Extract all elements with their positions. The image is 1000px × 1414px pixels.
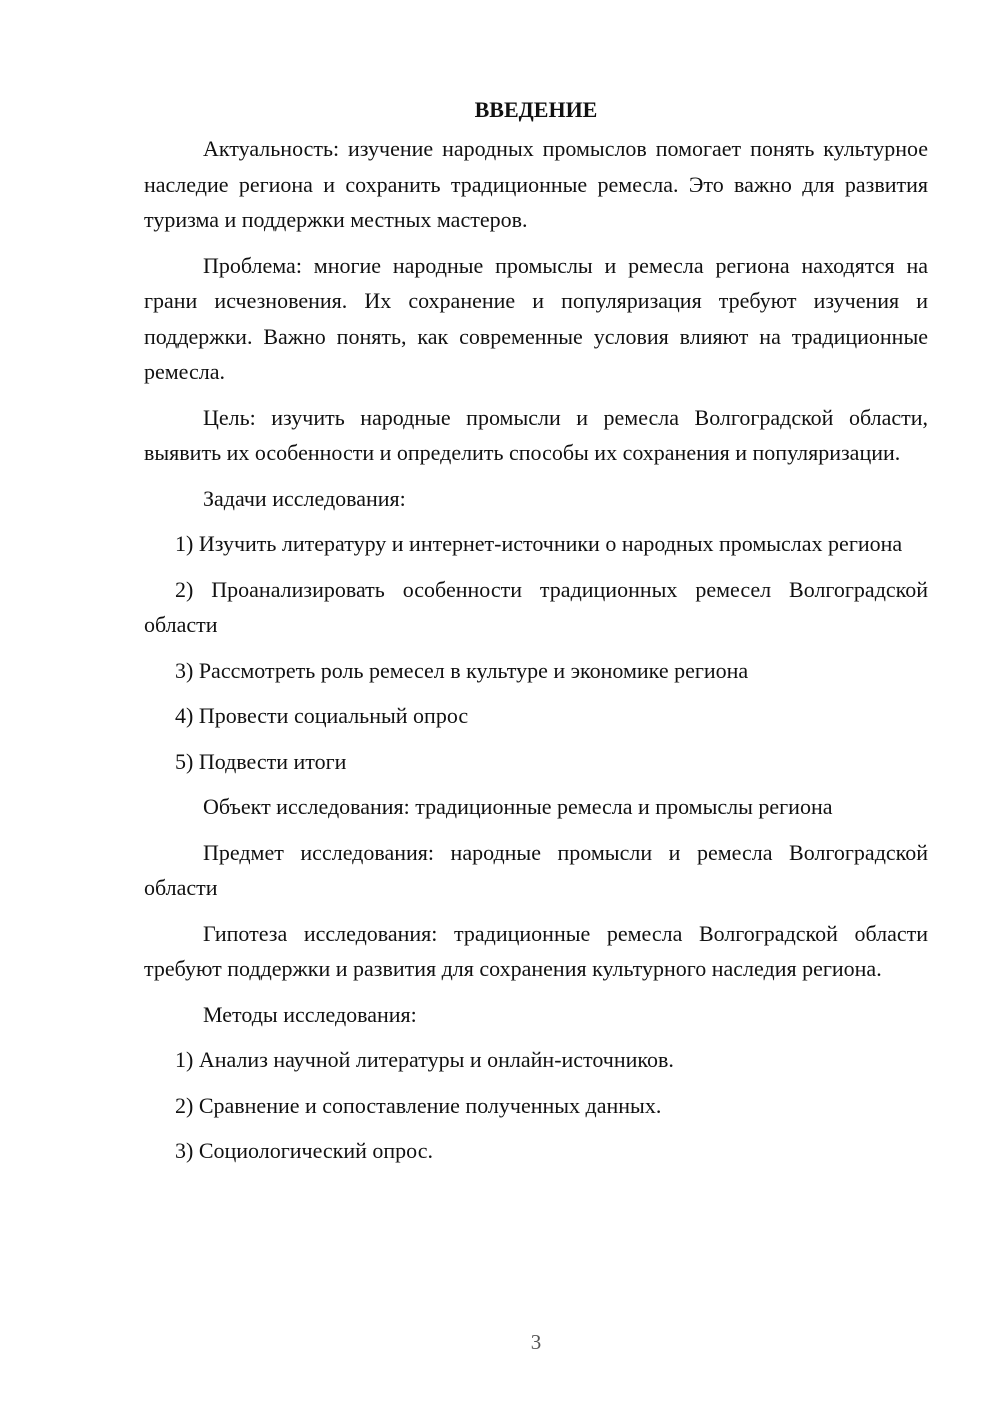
task-item-4: 4) Провести социальный опрос <box>175 703 469 728</box>
section-title: ВВЕДЕНИЕ <box>474 97 598 122</box>
subject-paragraph: Предмет исследования: народные промысли и ремесла Волгоградской области <box>144 839 928 900</box>
relevance-paragraph: Актуальность: изучение народных промыслов помогает понять культурное наследие региона и сохранить традиционные ремесла. Это важно для развития туризма и поддержки местных мастеров. <box>144 136 928 232</box>
task-item-5: 5) Подвести итоги <box>175 748 347 774</box>
methods-heading: Методы исследования: <box>203 1001 417 1027</box>
method-item-2: 2) Сравнение и сопоставление полученных данных. <box>175 1092 662 1118</box>
method-item-3: 3) Социологический опрос. <box>175 1138 433 1163</box>
task-item-3: 3) Рассмотреть роль ремесел в культуре и экономике региона <box>175 657 749 683</box>
problem-paragraph: Проблема: многие народные промыслы и ремесла региона находятся на грани исчезновения. Их сохранение и популяризация требуют изучения и поддержки. Важно понять, как современные условия влияют на традиционные ремесла. <box>144 252 928 384</box>
task-item-2: 2) Проанализировать особенности традиционных ремесел Волгоградской области <box>144 576 928 637</box>
task-item-1: 1) Изучить литературу и интернет-источники о народных промыслах региона <box>175 531 903 556</box>
tasks-heading: Задачи исследования: <box>203 485 406 511</box>
method-item-1: 1) Анализ научной литературы и онлайн-источников. <box>175 1047 674 1072</box>
hypothesis-paragraph: Гипотеза исследования: традиционные ремесла Волгоградской области требуют поддержки и развития для сохранения культурного наследия региона. <box>144 920 928 981</box>
object-paragraph: Объект исследования: традиционные ремесла и промыслы региона <box>203 794 833 819</box>
document-page <box>144 92 928 1179</box>
goal-paragraph: Цель: изучить народные промысли и ремесла Волгоградской области, выявить их особенности и определить способы их сохранения и популяризации. <box>144 404 928 465</box>
page-number: 3 <box>530 1330 542 1354</box>
